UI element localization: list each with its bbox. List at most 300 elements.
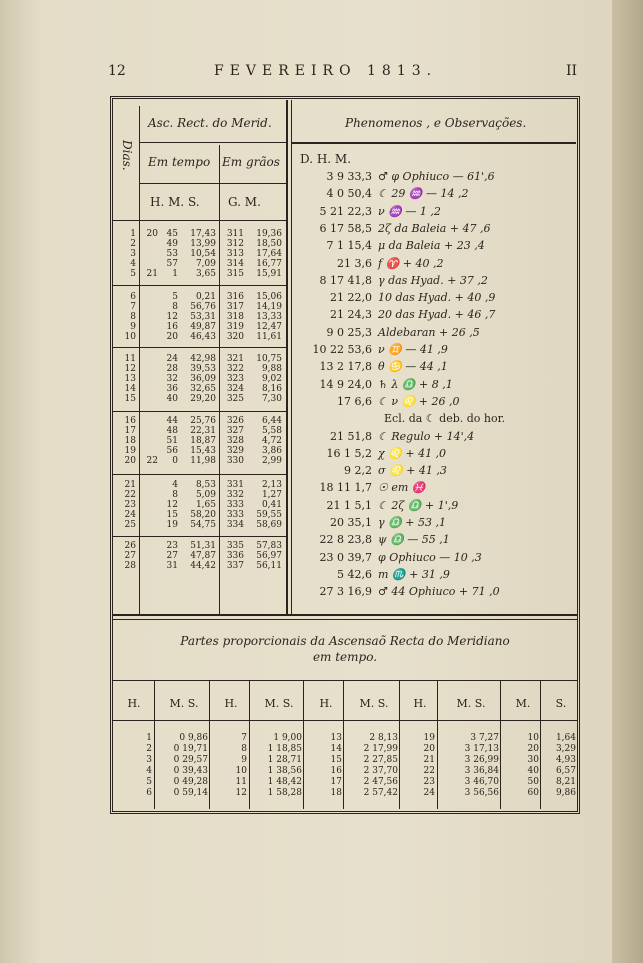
partes-cell: 2 57,42: [363, 788, 398, 798]
partes-cell: 3 46,70: [464, 777, 499, 787]
asc-degree: 314: [226, 259, 244, 269]
phenomena-observation: θ ♋ — 44 ,1: [378, 360, 448, 374]
partes-cell: 15: [330, 755, 342, 765]
asc-minute: 49: [166, 239, 178, 249]
b-div-6: [399, 681, 400, 809]
partes-cell: 1 28,71: [267, 755, 302, 765]
partes-cell: 2: [146, 744, 152, 754]
day-number: 20: [124, 456, 136, 466]
asc-minute: 23: [166, 541, 178, 551]
dhm-header: D. H. M.: [300, 152, 352, 166]
b-div-8: [500, 681, 501, 809]
asc-second: 42,98: [190, 354, 216, 364]
asc-degree: 313: [226, 249, 244, 259]
phenomena-observation: σ ♌ + 41 ,3: [378, 464, 447, 478]
asc-minute: 15: [166, 510, 178, 520]
asc-second: 13,99: [190, 239, 216, 249]
b-div-5: [343, 681, 344, 809]
partes-cell: 8,21: [555, 777, 576, 787]
phenomena-observation: ♂ φ Ophiuco — 61',6: [378, 170, 495, 183]
group-line-4: [113, 474, 287, 475]
group-line-1: [113, 285, 287, 286]
asc-degree: 319: [226, 322, 244, 332]
day-number: 14: [124, 384, 136, 394]
asc-degree: 326: [226, 416, 244, 426]
phenomena-observation: φ Ophiuco — 10 ,3: [378, 550, 482, 564]
asc-deg-minute: 56,11: [256, 561, 282, 571]
partes-cell: 5: [146, 777, 152, 787]
asc-second: 56,76: [190, 302, 216, 312]
partes-header: M.: [515, 697, 531, 710]
phenomena-observation: 10 das Hyad. + 40 ,9: [378, 291, 496, 305]
asc-minute: 20: [166, 332, 178, 342]
partes-cell: 1 48,42: [267, 777, 302, 787]
partes-title-line1: Partes proporcionais da Ascensaõ Recta do Meridiano: [180, 634, 510, 648]
phenomena-time: 21 24,3: [330, 308, 372, 322]
day-number: 5: [130, 269, 136, 279]
b-div-3: [249, 681, 250, 809]
b-div-4: [303, 681, 304, 809]
asc-deg-minute: 0,41: [261, 500, 282, 510]
asc-minute: 1: [172, 269, 178, 279]
phenomena-time: 3 9 33,3: [326, 170, 372, 183]
day-number: 3: [130, 249, 136, 259]
asc-degree: 316: [226, 292, 244, 302]
partes-cell: 20: [423, 744, 435, 754]
phenomena-observation: ν ♊ — 41 ,9: [378, 343, 448, 356]
phenomena-observation: f ♈ + 40 ,2: [378, 256, 444, 270]
phenomena-observation: χ ♌ + 41 ,0: [378, 446, 447, 460]
partes-cell: 17: [330, 777, 342, 787]
day-number: 22: [124, 490, 136, 500]
b-div-9: [540, 681, 541, 809]
phenomena-observation: m ♏ + 31 ,9: [378, 567, 450, 581]
partes-header: H.: [319, 697, 333, 710]
partes-cell: 1,64: [555, 733, 576, 743]
asc-deg-minute: 6,44: [261, 416, 282, 426]
asc-deg-minute: 1,27: [261, 490, 282, 500]
day-number: 27: [124, 551, 136, 561]
asc-degree: 331: [226, 480, 244, 490]
asc-deg-minute: 15,06: [256, 292, 282, 302]
day-number: 25: [124, 520, 136, 530]
asc-deg-minute: 5,58: [261, 426, 282, 436]
partes-cell: 20: [527, 744, 539, 754]
col-divider-phen2: [291, 100, 292, 614]
asc-minute: 57: [166, 259, 178, 269]
partes-cell: 0 29,57: [173, 755, 208, 765]
asc-deg-minute: 18,50: [256, 239, 282, 249]
partes-cell: 4,93: [555, 755, 576, 765]
partes-cell: 0 9,86: [179, 733, 208, 743]
partes-cell: 21: [423, 755, 435, 765]
partes-header: S.: [555, 697, 567, 710]
day-number: 16: [124, 416, 136, 426]
asc-minute: 51: [166, 436, 178, 446]
asc-minute: 24: [166, 354, 178, 364]
partes-cell: 9,86: [555, 788, 576, 798]
asc-deg-minute: 17,64: [256, 249, 282, 259]
phenomena-observation: ☾ 2ζ ♎ + 1',9: [378, 498, 459, 512]
partes-header: H.: [127, 697, 141, 710]
partes-cell: 1 9,00: [273, 733, 302, 743]
asc-second: 18,87: [190, 436, 216, 446]
partes-cell: 10: [235, 766, 247, 776]
asc-second: 44,42: [190, 561, 216, 571]
partes-cell: 2 17,99: [363, 744, 398, 754]
partes-cell: 7: [241, 733, 247, 743]
partes-cell: 3 17,13: [464, 744, 499, 754]
phenomena-time: 10 22 53,6: [312, 343, 372, 356]
partes-cell: 2 27,85: [363, 755, 398, 765]
asc-degree: 333: [226, 500, 244, 510]
partes-cell: 0 49,28: [173, 777, 208, 787]
day-number: 13: [124, 374, 136, 384]
asc-degree: 312: [226, 239, 244, 249]
day-number: 15: [124, 394, 136, 404]
partes-header: M. S.: [456, 697, 486, 710]
asc-minute: 27: [166, 551, 178, 561]
asc-minute: 12: [166, 312, 178, 322]
asc-minute: 53: [166, 249, 178, 259]
day-number: 7: [130, 302, 136, 312]
partes-cell: 12: [235, 788, 247, 798]
phenomena-time: 17 6,6: [337, 394, 372, 408]
phenomena-time: 4 0 50,4: [326, 187, 372, 201]
asc-degree: 311: [226, 229, 244, 239]
page-title: FEVEREIRO 1813.: [214, 63, 438, 79]
asc-degree: 332: [226, 490, 244, 500]
partes-header: H.: [224, 697, 238, 710]
partes-cell: 6,57: [555, 766, 576, 776]
asc-deg-minute: 9,88: [261, 364, 282, 374]
phenomena-time: 9 2,2: [344, 464, 372, 478]
phenomena-time: 16 1 5,2: [326, 446, 372, 460]
em-line: [139, 183, 287, 184]
day-number: 11: [124, 354, 136, 364]
phenomena-title: Phenomenos , e Observações.: [345, 116, 527, 130]
asc-deg-minute: 59,55: [256, 510, 282, 520]
partes-header: M. S.: [359, 697, 389, 710]
asc-hour: 22: [146, 456, 158, 466]
asc-second: 46,43: [190, 332, 216, 342]
asc-deg-minute: 9,02: [261, 374, 282, 384]
asc-title-line: [139, 142, 287, 143]
partes-cell: 1 18,85: [267, 744, 302, 754]
day-number: 4: [130, 259, 136, 269]
partes-cell: 3 7,27: [470, 733, 499, 743]
asc-second: 7,09: [195, 259, 216, 269]
partes-cell: 1: [146, 733, 152, 743]
asc-minute: 0: [172, 456, 178, 466]
partes-title: [125, 633, 565, 665]
phenomena-observation: ☾ 29 ♒ — 14 ,2: [378, 187, 469, 201]
sub-tempo-header: H. M. S.: [150, 195, 200, 209]
phenomena-observation: ν ♒ — 1 ,2: [378, 204, 441, 218]
partes-cell: 3,29: [555, 744, 576, 754]
day-number: 19: [124, 446, 136, 456]
asc-second: 0,21: [195, 292, 216, 302]
asc-deg-minute: 14,19: [256, 302, 282, 312]
phenomena-time: 6 17 58,5: [319, 221, 372, 235]
asc-minute: 40: [166, 394, 178, 404]
partes-cell: 16: [330, 766, 342, 776]
phenomena-time: 14 9 24,0: [319, 377, 372, 391]
day-number: 8: [130, 312, 136, 322]
partes-cell: 13: [330, 733, 342, 743]
asc-second: 11,98: [190, 456, 216, 466]
dias-label: Dias.: [120, 140, 134, 171]
day-number: 26: [124, 541, 136, 551]
asc-rect-title: Asc. Rect. do Merid.: [148, 116, 272, 130]
group-line-5: [113, 536, 287, 537]
asc-minute: 12: [166, 500, 178, 510]
page-gutter: [612, 0, 643, 963]
phenomena-time: 20 35,1: [330, 516, 372, 529]
asc-second: 1,65: [195, 500, 216, 510]
asc-deg-minute: 7,30: [261, 394, 282, 404]
asc-minute: 44: [166, 416, 178, 426]
asc-minute: 8: [172, 302, 178, 312]
partes-head-line: [113, 720, 577, 721]
asc-deg-minute: 2,13: [261, 480, 282, 490]
b-div-2: [209, 681, 210, 809]
asc-degree: 322: [226, 364, 244, 374]
phenomena-observation: ☾ Regulo + 14',4: [378, 429, 475, 443]
asc-hour: 20: [146, 229, 158, 239]
asc-deg-minute: 2,99: [261, 456, 282, 466]
phenomena-observation: γ das Hyad. + 37 ,2: [378, 273, 488, 287]
asc-degree: 335: [226, 541, 244, 551]
section-divider: [113, 614, 577, 616]
section-divider-2: [113, 619, 577, 620]
partes-cell: 8: [241, 744, 247, 754]
phenomena-time: 7 1 15,4: [326, 239, 372, 253]
asc-degree: 327: [226, 426, 244, 436]
phenomena-time: 8 17 41,8: [319, 273, 372, 287]
partes-cell: 14: [330, 744, 342, 754]
partes-cell: 2 8,13: [369, 733, 398, 743]
phen-title-line: [292, 142, 576, 144]
phenomena-time: 21 3,6: [337, 256, 372, 270]
partes-title-line: [113, 680, 577, 681]
partes-cell: 3 36,84: [464, 766, 499, 776]
asc-deg-minute: 57,83: [256, 541, 282, 551]
partes-cell: 60: [527, 788, 539, 798]
asc-minute: 16: [166, 322, 178, 332]
partes-cell: 10: [527, 733, 539, 743]
asc-degree: 334: [226, 520, 244, 530]
asc-degree: 324: [226, 384, 244, 394]
page-number-right: II: [566, 63, 578, 79]
asc-minute: 4: [172, 480, 178, 490]
page-number-left: 12: [108, 63, 126, 79]
sub-graos-header: G. M.: [228, 195, 261, 209]
asc-second: 29,20: [190, 394, 216, 404]
asc-minute: 56: [166, 446, 178, 456]
asc-degree: 328: [226, 436, 244, 446]
partes-cell: 4: [146, 766, 152, 776]
partes-cell: 2 37,70: [363, 766, 398, 776]
day-number: 6: [130, 292, 136, 302]
asc-second: 5,09: [195, 490, 216, 500]
partes-cell: 30: [527, 755, 539, 765]
partes-cell: 3: [146, 755, 152, 765]
asc-second: 58,20: [190, 510, 216, 520]
phenomena-time: 5 21 22,3: [319, 204, 372, 218]
partes-cell: 3 26,99: [464, 755, 499, 765]
partes-cell: 50: [527, 777, 539, 787]
asc-second: 49,87: [190, 322, 216, 332]
asc-degree: 336: [226, 551, 244, 561]
asc-second: 8,53: [195, 480, 216, 490]
phenomena-time: 21 51,8: [330, 429, 372, 443]
day-number: 10: [124, 332, 136, 342]
phenomena-time: 22 8 23,8: [319, 533, 372, 547]
asc-degree: 321: [226, 354, 244, 364]
asc-second: 36,09: [190, 374, 216, 384]
partes-header: H.: [413, 697, 427, 710]
phenomena-time: 18 11 1,7: [319, 481, 372, 495]
phenomena-observation: μ da Baleia + 23 ,4: [378, 239, 485, 253]
asc-second: 51,31: [190, 541, 216, 551]
asc-deg-minute: 12,47: [256, 322, 282, 332]
asc-minute: 48: [166, 426, 178, 436]
phenomena-observation: ψ ♎ — 55 ,1: [378, 533, 450, 547]
day-number: 21: [124, 480, 136, 490]
day-number: 9: [130, 322, 136, 332]
day-number: 1: [130, 229, 136, 239]
b-div-1: [154, 681, 155, 809]
phenomena-time: 21 1 5,1: [326, 498, 372, 512]
asc-deg-minute: 19,36: [256, 229, 282, 239]
day-number: 12: [124, 364, 136, 374]
partes-cell: 0 39,43: [173, 766, 208, 776]
asc-minute: 5: [172, 292, 178, 302]
phenomena-observation: ♄ λ ♎ + 8 ,1: [378, 377, 453, 391]
em-graos-label: Em grãos: [222, 155, 280, 169]
partes-cell: 9: [241, 755, 247, 765]
partes-cell: 1 38,56: [267, 766, 302, 776]
phenomena-time: 13 2 17,8: [319, 360, 372, 374]
partes-cell: 0 19,71: [173, 744, 208, 754]
asc-hour: 21: [146, 269, 158, 279]
asc-second: 39,53: [190, 364, 216, 374]
asc-second: 32,65: [190, 384, 216, 394]
asc-minute: 32: [166, 374, 178, 384]
asc-degree: 315: [226, 269, 244, 279]
partes-cell: 0 59,14: [173, 788, 208, 798]
partes-cell: 6: [146, 788, 152, 798]
phenomena-time: 27 3 16,9: [319, 585, 372, 599]
asc-second: 25,76: [190, 416, 216, 426]
partes-cell: 23: [423, 777, 435, 787]
asc-second: 47,87: [190, 551, 216, 561]
day-number: 28: [124, 561, 136, 571]
partes-cell: 19: [423, 733, 435, 743]
asc-degree: 329: [226, 446, 244, 456]
phenomena-observation: ♂ 44 Ophiuco + 71 ,0: [378, 585, 500, 599]
partes-cell: 3 56,56: [464, 788, 499, 798]
asc-degree: 320: [226, 332, 244, 342]
asc-deg-minute: 8,16: [261, 384, 282, 394]
asc-second: 10,54: [190, 249, 216, 259]
col-divider-grao: [219, 145, 220, 614]
day-number: 17: [124, 426, 136, 436]
day-number: 18: [124, 436, 136, 446]
em-tempo-label: Em tempo: [148, 155, 211, 169]
asc-deg-minute: 3,86: [261, 446, 282, 456]
asc-deg-minute: 10,75: [256, 354, 282, 364]
phenomena-time: 5 42,6: [337, 567, 372, 581]
asc-minute: 36: [166, 384, 178, 394]
phenomena-observation: 2ζ da Baleia + 47 ,6: [378, 221, 491, 235]
day-number: 24: [124, 510, 136, 520]
asc-degree: 325: [226, 394, 244, 404]
asc-deg-minute: 4,72: [261, 436, 282, 446]
phenomena-observation: 20 das Hyad. + 46 ,7: [378, 308, 496, 322]
asc-minute: 19: [166, 520, 178, 530]
asc-deg-minute: 15,91: [256, 269, 282, 279]
partes-cell: 40: [527, 766, 539, 776]
b-div-7: [437, 681, 438, 809]
asc-minute: 28: [166, 364, 178, 374]
phenomena-observation: ☉ em ♓: [378, 481, 426, 495]
asc-deg-minute: 56,97: [256, 551, 282, 561]
phenomena-observation: ☾ ν ♌ + 26 ,0: [378, 394, 460, 408]
phenomena-observation: Ecl. da ☾ deb. do hor.: [384, 412, 506, 426]
asc-deg-minute: 11,61: [256, 332, 282, 342]
asc-degree: 323: [226, 374, 244, 384]
asc-degree: 333: [226, 510, 244, 520]
asc-deg-minute: 13,33: [256, 312, 282, 322]
asc-second: 22,31: [190, 426, 216, 436]
asc-minute: 8: [172, 490, 178, 500]
partes-header: M. S.: [169, 697, 199, 710]
partes-cell: 22: [423, 766, 435, 776]
asc-second: 53,31: [190, 312, 216, 322]
phenomena-time: 23 0 39,7: [319, 550, 372, 564]
asc-second: 17,43: [190, 229, 216, 239]
partes-cell: 1 58,28: [267, 788, 302, 798]
partes-cell: 24: [423, 788, 435, 798]
asc-degree: 337: [226, 561, 244, 571]
partes-header: M. S.: [264, 697, 294, 710]
partes-title-line2: em tempo.: [312, 650, 378, 664]
day-number: 23: [124, 500, 136, 510]
group-line-3: [113, 411, 287, 412]
day-number: 2: [130, 239, 136, 249]
partes-cell: 2 47,56: [363, 777, 398, 787]
asc-degree: 318: [226, 312, 244, 322]
phenomena-time: 9 0 25,3: [326, 325, 372, 339]
asc-second: 3,65: [195, 269, 216, 279]
asc-second: 54,75: [190, 520, 216, 530]
partes-cell: 11: [235, 777, 247, 787]
sub-line: [113, 220, 287, 221]
asc-degree: 317: [226, 302, 244, 312]
asc-second: 15,43: [190, 446, 216, 456]
asc-minute: 31: [166, 561, 178, 571]
group-line-2: [113, 347, 287, 348]
asc-deg-minute: 58,69: [256, 520, 282, 530]
page-header: [0, 63, 643, 85]
phenomena-observation: γ ♎ + 53 ,1: [378, 516, 446, 529]
partes-cell: 18: [330, 788, 342, 798]
phenomena-time: 21 22,0: [330, 291, 372, 305]
phenomena-observation: Aldebaran + 26 ,5: [378, 325, 480, 339]
asc-minute: 45: [166, 229, 178, 239]
